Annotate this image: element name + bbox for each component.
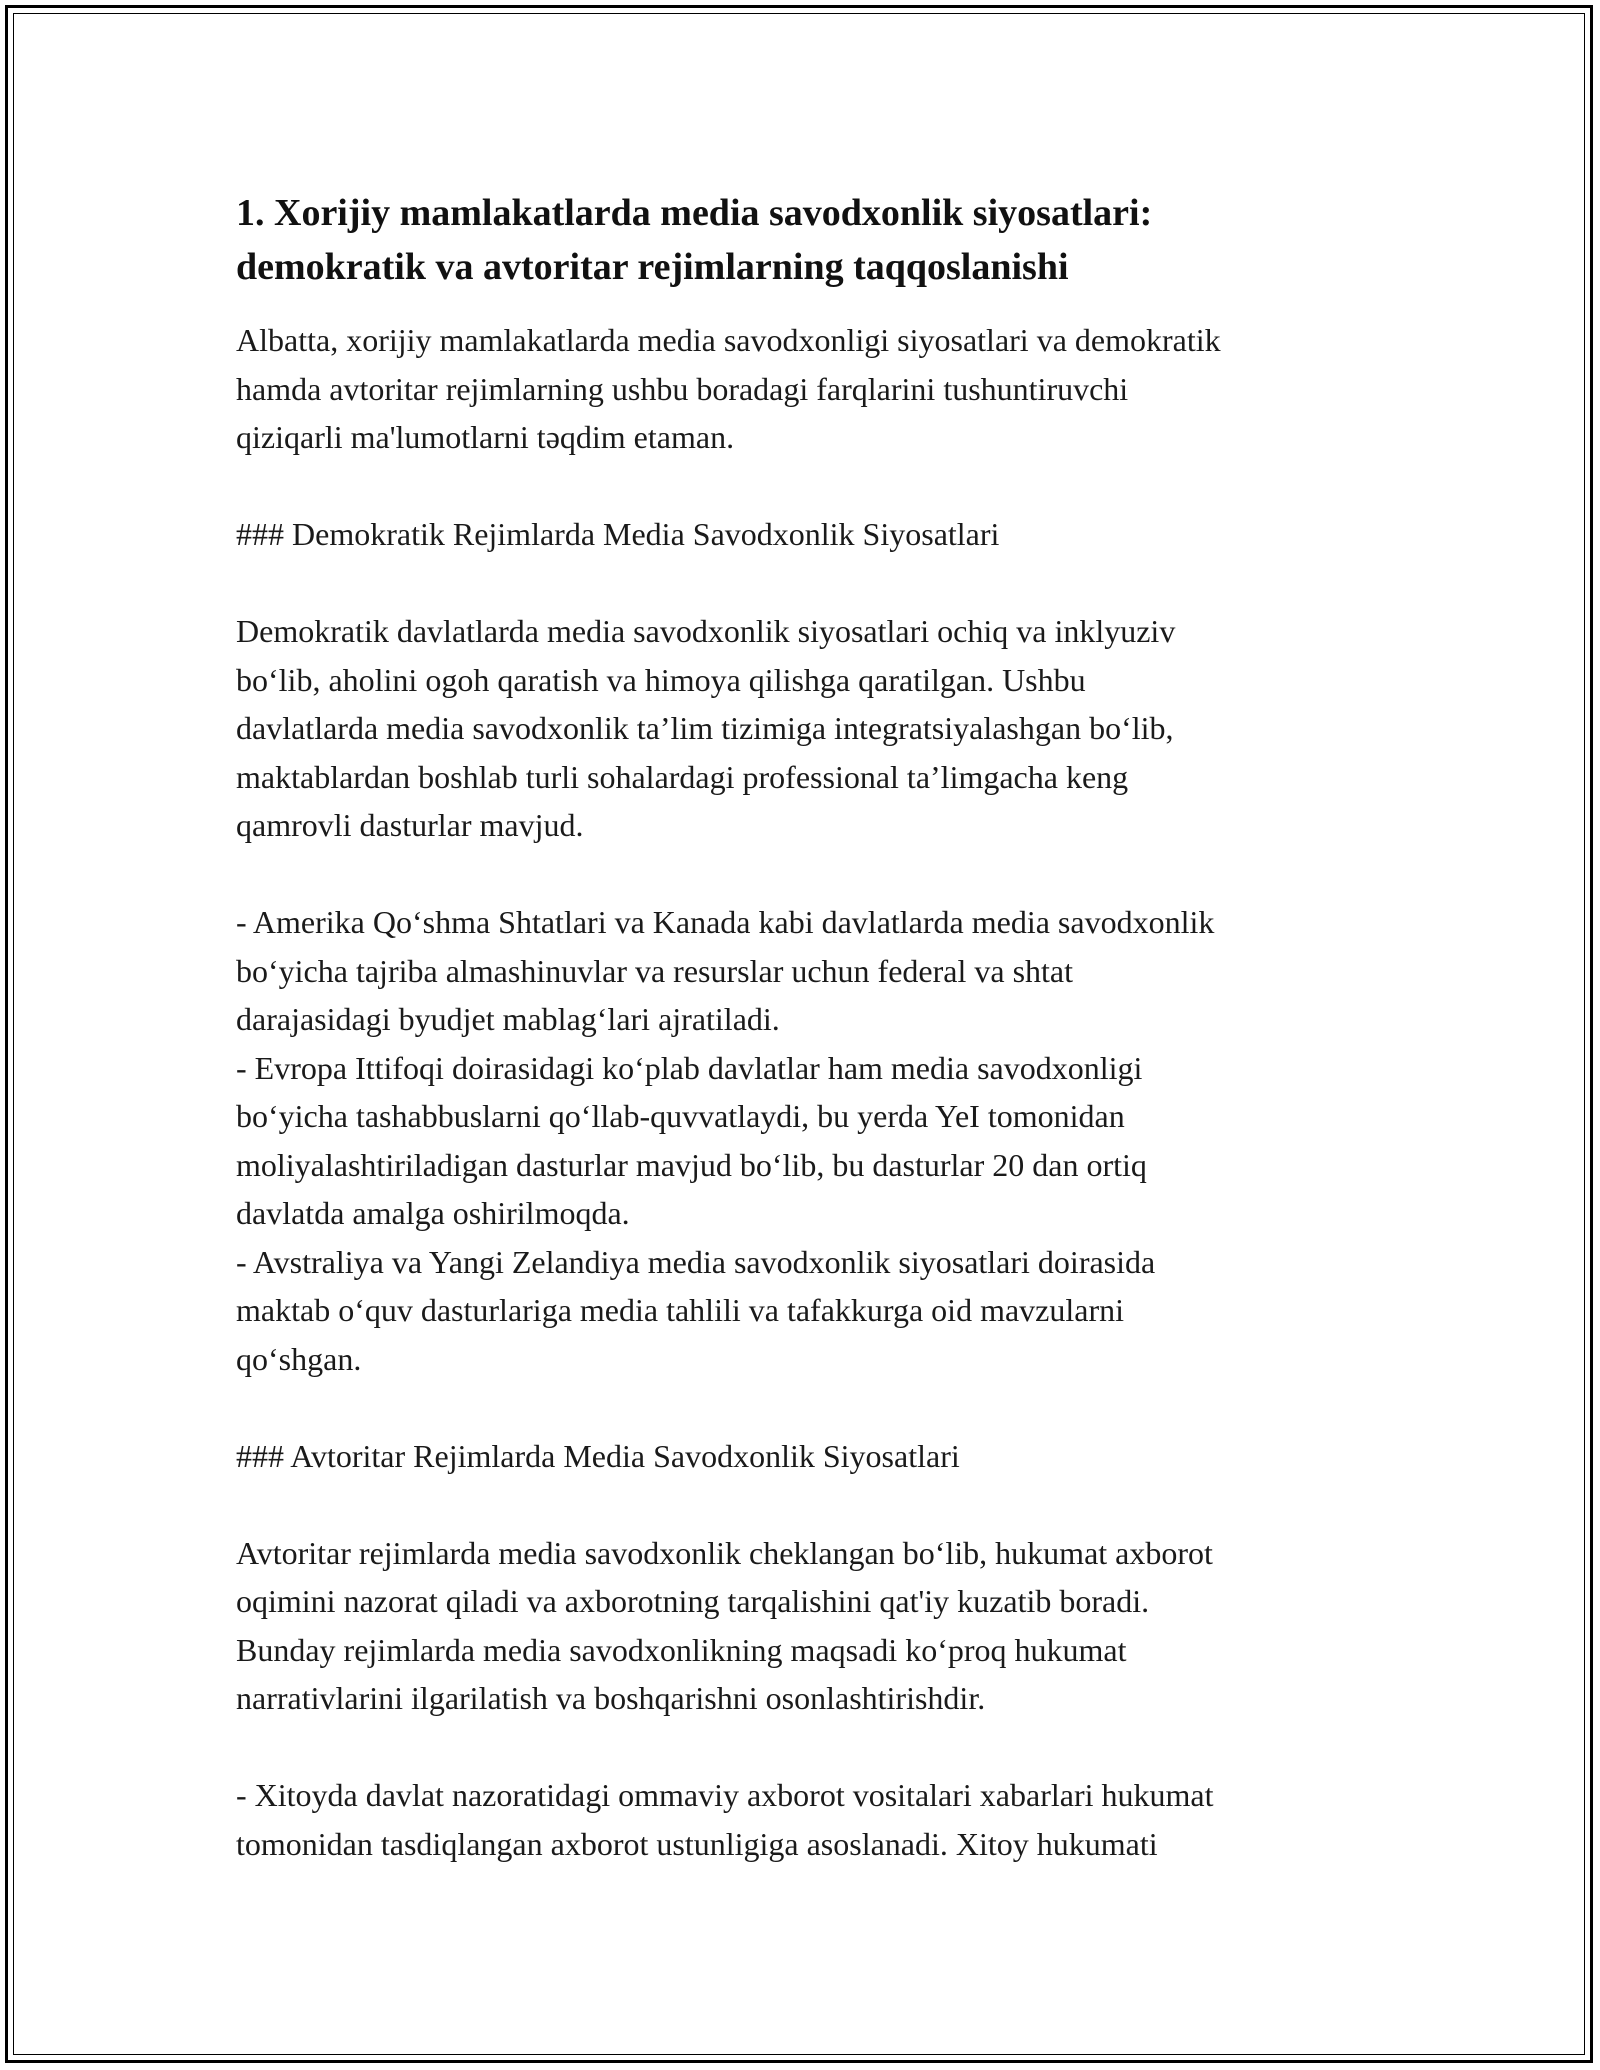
document-title: 1. Xorijiy mamlakatlarda media savodxonlik siyosatlari: demokratik va avtoritar rejimlarning taqqoslanishi xyxy=(236,192,1153,288)
list-item: - Xitoyda davlat nazoratidagi ommaviy axborot vositalari xabarlari hukumat tomonidan tasdiqlangan axborot ustunligiga asoslanadi. Xitoy hukumati xyxy=(236,1777,1214,1862)
list-item: - Avstraliya va Yangi Zelandiya media savodxonlik siyosatlari doirasida maktab o‘quv dasturlariga media tahlili va tafakkurga oid mavzularni qo‘shgan. xyxy=(236,1243,1156,1377)
list-item: - Evropa Ittifoqi doirasidagi ko‘plab davlatlar ham media savodxonligi bo‘yicha tashabbuslarni qo‘llab-quvvatlaydi, bu yerda YeI tomonidan moliyalashtiriladigan dasturlar mavjud bo‘lib, bu dasturlar 20 dan ortiq davlatda amalga oshirilmoqda. xyxy=(236,1049,1147,1231)
democratic-bullet-list xyxy=(236,898,1376,1383)
list-item: - Amerika Qo‘shma Shtatlari va Kanada kabi davlatlarda media savodxonlik bo‘yicha tajriba almashinuvlar va resurslar uchun federal va shtat darajasidagi byudjet mablag‘lari ajratiladi. xyxy=(236,904,1215,1037)
authoritarian-paragraph: Avtoritar rejimlarda media savodxonlik cheklangan bo‘lib, hukumat axborot oqimini nazorat qiladi va axborotning tarqalishini qat'iy kuzatib boradi. Bunday rejimlarda media savodxonlikning maqsadi ko‘proq hukumat narrativlarini ilgarilatish va boshqarishni osonlashtirishdir. xyxy=(236,1534,1213,1716)
authoritarian-bullet-list xyxy=(236,1771,1376,1868)
document-body xyxy=(236,186,1376,1917)
section-heading-authoritarian: ### Avtoritar Rejimlarda Media Savodxonlik Siyosatlari xyxy=(236,1437,960,1474)
democratic-paragraph: Demokratik davlatlarda media savodxonlik siyosatlari ochiq va inklyuziv bo‘lib, aholini ogoh qaratish va himoya qilishga qaratilgan. Ushbu davlatlarda media savodxonlik ta’lim tizimiga integratsiyalashgan bo‘lib, maktablardan boshlab turli sohalardagi professional ta’limgacha keng qamrovli dasturlar mavjud. xyxy=(236,613,1176,843)
section-heading-democratic: ### Demokratik Rejimlarda Media Savodxonlik Siyosatlari xyxy=(236,516,1000,552)
intro-paragraph: Albatta, xorijiy mamlakatlarda media savodxonligi siyosatlari va demokratik hamda avtoritar rejimlarning ushbu boradagi farqlarini tushuntiruvchi qiziqarli ma'lumotlarni təqdim etaman. xyxy=(236,322,1221,455)
